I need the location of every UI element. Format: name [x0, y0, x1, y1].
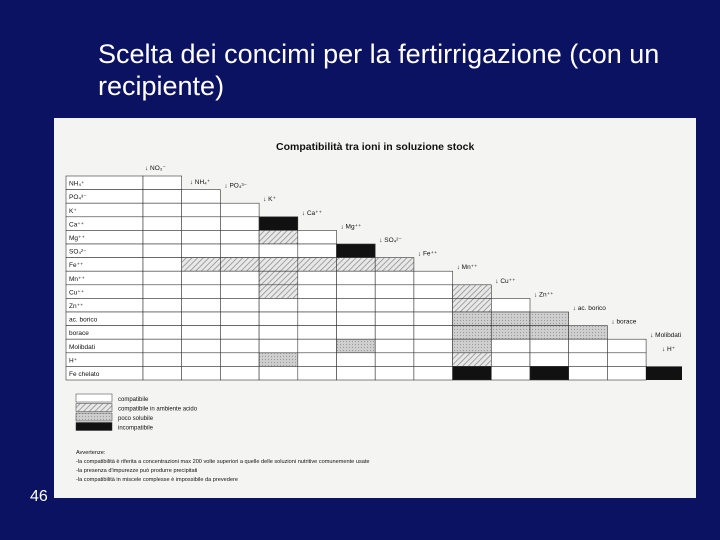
- legend-label: incompatibile: [118, 425, 154, 432]
- matrix-cell: [259, 217, 298, 231]
- matrix-cell: [337, 271, 376, 285]
- matrix-cell: [414, 366, 453, 380]
- matrix-cell: [143, 353, 182, 367]
- legend-swatch: [76, 423, 112, 431]
- matrix-cell: [491, 339, 530, 353]
- legend-swatch: [76, 413, 112, 421]
- matrix-cell: [143, 217, 182, 231]
- legend-swatch: [76, 394, 112, 402]
- matrix-cell: [182, 366, 221, 380]
- row-label: Molibdati: [69, 343, 96, 351]
- row-label: Fe⁺⁺: [69, 262, 84, 270]
- matrix-cell: [569, 326, 608, 340]
- matrix-cell: [337, 339, 376, 353]
- legend-label: compatibile in ambiente acido: [118, 406, 198, 413]
- legend: [76, 394, 198, 432]
- matrix-cell: [182, 258, 221, 272]
- matrix-cell: [337, 258, 376, 272]
- matrix-cell: [182, 230, 221, 244]
- diagonal-label: ↓ PO₄³⁻: [224, 182, 248, 190]
- matrix-cell: [259, 326, 298, 340]
- matrix-cell: [220, 339, 259, 353]
- matrix-cell: [453, 312, 492, 326]
- matrix-cell: [143, 285, 182, 299]
- page-number: 46: [30, 488, 48, 505]
- matrix-cell: [530, 366, 569, 380]
- legend-swatch: [76, 404, 112, 412]
- matrix-cell: [143, 244, 182, 258]
- matrix-cell: [530, 353, 569, 367]
- matrix-cell: [491, 312, 530, 326]
- matrix-cell: [259, 366, 298, 380]
- matrix-cell: [491, 326, 530, 340]
- matrix-cell: [259, 312, 298, 326]
- matrix-cell: [220, 285, 259, 299]
- matrix-cell: [143, 326, 182, 340]
- matrix-cell: [220, 258, 259, 272]
- matrix-cell: [220, 366, 259, 380]
- matrix-cell: [530, 339, 569, 353]
- matrix-cell: [298, 312, 337, 326]
- matrix-cell: [143, 271, 182, 285]
- note-line: -la presenza d'impurezze può produrre precipitati: [76, 468, 198, 474]
- legend-label: poco solubile: [118, 416, 154, 422]
- matrix-cell: [375, 353, 414, 367]
- matrix-cell: [182, 339, 221, 353]
- matrix-cell: [220, 244, 259, 258]
- matrix-cell: [259, 230, 298, 244]
- matrix-cell: [298, 366, 337, 380]
- matrix-cell: [220, 230, 259, 244]
- matrix-cell: [337, 244, 376, 258]
- matrix-cell: [491, 353, 530, 367]
- matrix-cell: [375, 258, 414, 272]
- row-label: borace: [69, 330, 89, 338]
- matrix-cell: [298, 285, 337, 299]
- matrix-cell: [337, 366, 376, 380]
- column-label: ↓ NH₄⁺: [189, 179, 211, 186]
- matrix-cell: [182, 326, 221, 340]
- matrix-cell: [375, 271, 414, 285]
- legend-label: compatibile: [118, 397, 149, 403]
- diagonal-label: ↓ ac. borico: [572, 305, 606, 312]
- matrix-cell: [220, 298, 259, 312]
- row-label: Cu⁺⁺: [69, 289, 85, 297]
- matrix-cell: [220, 353, 259, 367]
- matrix-cell: [607, 366, 646, 380]
- matrix-cell: [375, 326, 414, 340]
- matrix-cell: [414, 312, 453, 326]
- diagonal-label: ↓ borace: [611, 318, 637, 326]
- note-line: -la compatibilità è riferita a concentrazioni max 200 volte superiori a quelle delle soluzioni nutritive comunemente usate: [76, 459, 370, 465]
- matrix-cell: [143, 339, 182, 353]
- slide-title: Scelta dei concimi per la fertirrigazione (con un recipiente): [98, 39, 660, 101]
- matrix-cell: [491, 366, 530, 380]
- matrix-cell: [298, 326, 337, 340]
- diagonal-label: ↓ Fe⁺⁺: [417, 250, 438, 258]
- matrix-cell: [298, 244, 337, 258]
- matrix-cell: [337, 326, 376, 340]
- matrix-cell: [143, 366, 182, 380]
- matrix-cell: [453, 285, 492, 299]
- matrix-cell: [220, 326, 259, 340]
- compatibility-chart-svg: [54, 118, 696, 498]
- matrix-cell: [414, 339, 453, 353]
- diagonal-label: ↓ Ca⁺⁺: [301, 209, 323, 217]
- matrix-cell: [220, 312, 259, 326]
- matrix-cell: [375, 312, 414, 326]
- matrix-cell: [259, 339, 298, 353]
- matrix-cell: [143, 258, 182, 272]
- diagonal-label: ↓ Molibdati: [650, 332, 682, 340]
- diagonal-label: ↓ Zn⁺⁺: [534, 291, 554, 299]
- matrix-cell: [259, 353, 298, 367]
- matrix-cell: [220, 217, 259, 231]
- row-label-cell: [66, 353, 143, 367]
- note-line: Avvertenze:: [76, 450, 106, 456]
- matrix-cell: [143, 312, 182, 326]
- matrix-cell: [259, 244, 298, 258]
- matrix-cell: [414, 285, 453, 299]
- matrix-cell: [182, 298, 221, 312]
- matrix-cell: [143, 230, 182, 244]
- matrix-cell: [646, 366, 682, 380]
- matrix-cell: [569, 353, 608, 367]
- matrix-cell: [569, 366, 608, 380]
- matrix-cell: [453, 366, 492, 380]
- matrix-cell: [337, 353, 376, 367]
- matrix-cell: [453, 326, 492, 340]
- compatibility-matrix: [66, 165, 682, 380]
- row-label: K⁺: [69, 207, 77, 215]
- row-label: ac. borico: [69, 316, 98, 324]
- matrix-cell: [607, 353, 646, 367]
- matrix-cell: [298, 230, 337, 244]
- row-label: PO₄³⁻: [69, 194, 87, 202]
- diagonal-label: ↓ K⁺: [263, 196, 276, 204]
- row-label: Mg⁺⁺: [69, 235, 85, 242]
- matrix-cell: [298, 298, 337, 312]
- matrix-cell: [220, 203, 259, 217]
- matrix-cell: [220, 271, 259, 285]
- matrix-cell: [182, 285, 221, 299]
- matrix-cell: [414, 353, 453, 367]
- matrix-cell: [182, 217, 221, 231]
- matrix-cell: [143, 176, 182, 190]
- row-label: SO₄²⁻: [69, 248, 87, 256]
- matrix-cell: [375, 298, 414, 312]
- matrix-cell: [259, 271, 298, 285]
- matrix-cell: [143, 203, 182, 217]
- matrix-cell: [375, 285, 414, 299]
- row-label: Zn⁺⁺: [69, 303, 84, 310]
- row-label-cell: [66, 203, 143, 217]
- matrix-cell: [182, 190, 221, 204]
- matrix-cell: [259, 298, 298, 312]
- matrix-cell: [298, 258, 337, 272]
- matrix-cell: [337, 312, 376, 326]
- matrix-cell: [453, 339, 492, 353]
- matrix-cell: [530, 312, 569, 326]
- diagonal-label: ↓ Cu⁺⁺: [495, 277, 516, 285]
- row-label: Mn⁺⁺: [69, 275, 85, 283]
- matrix-cell: [259, 285, 298, 299]
- matrix-cell: [375, 366, 414, 380]
- compatibility-chart-image: [54, 118, 696, 498]
- diagonal-label: ↓ Mn⁺⁺: [456, 264, 478, 272]
- row-label: NH₄⁺: [69, 180, 85, 188]
- matrix-cell: [182, 353, 221, 367]
- matrix-cell: [298, 353, 337, 367]
- matrix-cell: [607, 339, 646, 353]
- matrix-cell: [337, 298, 376, 312]
- matrix-cell: [143, 298, 182, 312]
- row-label: Ca⁺⁺: [69, 221, 85, 229]
- matrix-cell: [182, 312, 221, 326]
- note-line: -la compatibilità in miscele complesse è impossibile da prevedere: [76, 477, 238, 483]
- matrix-cell: [143, 190, 182, 204]
- notes-block: [76, 450, 370, 483]
- matrix-cell: [453, 298, 492, 312]
- matrix-cell: [491, 298, 530, 312]
- matrix-cell: [453, 353, 492, 367]
- matrix-cell: [259, 258, 298, 272]
- diagonal-label: ↓ H⁺: [662, 345, 676, 353]
- matrix-cell: [182, 244, 221, 258]
- matrix-cell: [414, 271, 453, 285]
- matrix-cell: [298, 339, 337, 353]
- matrix-cell: [337, 285, 376, 299]
- diagonal-label: ↓ SO₄²⁻: [379, 237, 402, 244]
- row-label: Fe chelato: [69, 371, 100, 378]
- matrix-cell: [182, 203, 221, 217]
- matrix-cell: [375, 339, 414, 353]
- row-label: H⁺: [69, 357, 78, 365]
- matrix-cell: [414, 326, 453, 340]
- figure-title: Compatibilità tra ioni in soluzione stock: [276, 141, 475, 153]
- matrix-cell: [182, 271, 221, 285]
- matrix-cell: [298, 271, 337, 285]
- diagonal-label: ↓ Mg⁺⁺: [340, 223, 362, 231]
- column-label: ↓ NO₃⁻: [145, 165, 166, 172]
- matrix-cell: [569, 339, 608, 353]
- matrix-cell: [530, 326, 569, 340]
- matrix-cell: [414, 298, 453, 312]
